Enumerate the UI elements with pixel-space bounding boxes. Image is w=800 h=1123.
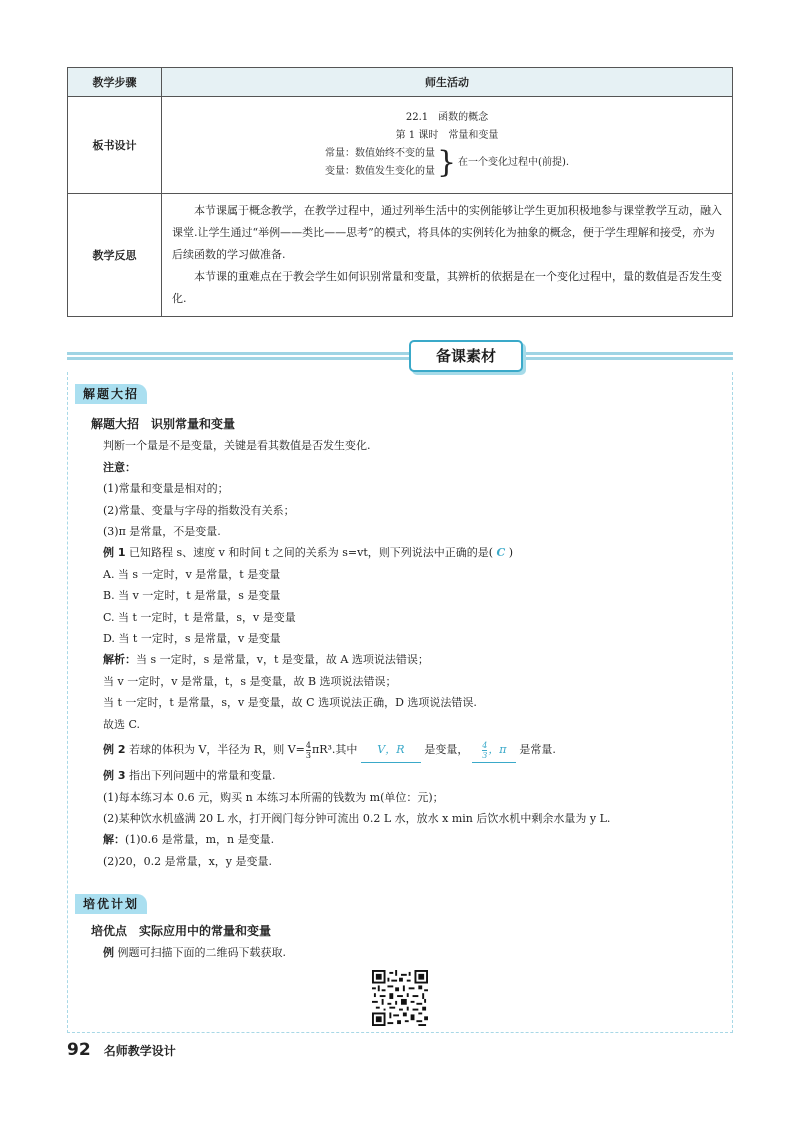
reflection-label: 教学反思 — [68, 194, 162, 317]
heading-application: 培优点 实际应用中的常量和变量 — [91, 924, 272, 938]
blank-constants — [472, 738, 516, 763]
example-1 — [103, 542, 723, 563]
header-stripe-bottom — [67, 357, 733, 360]
board-brace-row — [325, 145, 569, 181]
example-3 — [103, 765, 723, 786]
example-2-text-d: 是常量. — [519, 743, 556, 757]
brace-symbol: } — [436, 145, 457, 180]
example-1-close: ) — [508, 546, 514, 560]
tag-advanced-plan: 培优计划 — [75, 894, 147, 914]
fraction-four-thirds — [306, 741, 311, 760]
board-variable: 变量：数值发生变化的量 — [324, 166, 435, 177]
example-3-question-1: (1)每本练习本 0.6 元，购买 n 本练习本所需的钱数为 m(单位：元)； — [103, 790, 444, 804]
example-3-label: 例 3 — [103, 769, 126, 783]
option-a: A. 当 s 一定时，v 是常量，t 是变量 — [103, 567, 281, 581]
board-design-label: 板书设计 — [68, 97, 162, 194]
board-design-row — [68, 97, 733, 194]
answer-1-text: (1)0.6 是常量，m，n 是变量. — [125, 833, 275, 847]
example-1-text: 已知路程 s、速度 v 和时间 t 之间的关系为 s=vt，则下列说法中正确的是( — [128, 546, 494, 560]
note-3: (3)π 是常量，不是变量. — [103, 525, 221, 539]
note-label: 注意： — [103, 460, 136, 474]
table-header-row — [68, 68, 733, 97]
reflection-content — [162, 194, 733, 317]
fraction-denominator: 3 — [305, 750, 311, 760]
blank-pi: ，π — [488, 743, 507, 757]
book-title: 名师教学设计 — [103, 1044, 176, 1058]
material-title: 备课素材 — [409, 340, 523, 372]
tag-solving-tips: 解题大招 — [75, 384, 147, 404]
board-condition: 在一个变化过程中(前提). — [458, 157, 570, 168]
example-2-text-c: 是变量， — [424, 743, 469, 757]
example-4 — [103, 942, 723, 963]
reflection-paragraph-2: 本节课的重难点在于教会学生如何识别常量和变量，其辨析的依据是在一个变化过程中，量的数值是否发生变化. — [172, 270, 722, 305]
solution-label: 解析： — [103, 653, 136, 667]
advanced-plan-content — [91, 921, 723, 964]
example-2-label: 例 2 — [103, 743, 126, 757]
header-step: 教学步骤 — [68, 68, 162, 97]
example-2-text-b: πR³.其中 — [311, 743, 358, 757]
reflection-paragraph-1: 本节课属于概念教学，在教学过程中，通过列举生活中的实例能够让学生更加积极地参与课堂教学互动，融入课堂.让学生通过“举例——类比——思考”的模式，将具体的实例转化为抽象的概念，便于学生理解和接受，亦为后续函数的学习做准备. — [172, 204, 722, 261]
note-2: (2)常量、变量与字母的指数没有关系； — [103, 503, 295, 517]
example-4-text: 例题可扫描下面的二维码下载获取. — [117, 946, 286, 960]
heading-identify: 解题大招 识别常量和变量 — [91, 417, 236, 431]
solution-1-text: 当 s 一定时，s 是常量，v，t 是变量，故 A 选项说法错误； — [136, 653, 429, 667]
blank-fraction-numerator: 4 — [482, 740, 488, 750]
example-2-text-a: 若球的体积为 V，半径为 R，则 V= — [128, 743, 305, 757]
tip-line: 判断一个量是不是变量，关键是看其数值是否发生变化. — [103, 439, 371, 453]
board-inner — [325, 109, 569, 181]
header-activity: 师生活动 — [162, 68, 733, 97]
blank-fraction-denominator: 3 — [482, 750, 488, 760]
option-d: D. 当 t 一定时，s 是常量，v 是变量 — [103, 632, 281, 646]
example-1-answer: C — [496, 546, 506, 560]
blank-fraction — [482, 741, 487, 760]
example-4-label: 例 — [103, 946, 114, 960]
solution-3: 当 t 一定时，t 是常量，s，v 是变量，故 C 选项说法正确，D 选项说法错误. — [103, 696, 477, 710]
option-b: B. 当 v 一定时，t 是常量，s 是变量 — [103, 589, 281, 603]
material-header — [67, 340, 733, 370]
qr-code[interactable] — [372, 970, 428, 1026]
blank-variables: V，R — [361, 738, 421, 763]
board-subtitle: 第 1 课时 常量和变量 — [395, 130, 499, 141]
fraction-numerator: 4 — [305, 740, 311, 750]
board-definitions — [325, 145, 435, 181]
example-3-question-2: (2)某种饮水机盛满 20 L 水，打开阀门每分钟可流出 0.2 L 水，放水 x min 后饮水机中剩余水量为 y L. — [103, 811, 611, 825]
page-number: 92 — [67, 1040, 91, 1060]
example-2 — [103, 738, 723, 763]
page-footer — [67, 1040, 176, 1060]
note-1: (1)常量和变量是相对的； — [103, 482, 229, 496]
answer-label: 解： — [103, 833, 125, 847]
board-design-content — [162, 97, 733, 194]
answer-1 — [103, 829, 723, 850]
board-constant: 常量：数值始终不变的量 — [324, 148, 435, 159]
reflection-row — [68, 194, 733, 317]
option-c: C. 当 t 一定时，t 是常量，s，v 是变量 — [103, 610, 296, 624]
example-3-text: 指出下列问题中的常量和变量. — [128, 769, 276, 783]
header-stripe-top — [67, 352, 733, 355]
answer-2: (2)20，0.2 是常量，x，y 是变量. — [103, 854, 272, 868]
solution-4: 故选 C. — [103, 717, 141, 731]
example-1-label: 例 1 — [103, 546, 126, 560]
solution-2: 当 v 一定时，v 是常量，t，s 是变量，故 B 选项说法错误； — [103, 674, 397, 688]
board-title: 22.1 函数的概念 — [405, 112, 489, 123]
lesson-plan-table — [67, 67, 733, 317]
solution-1 — [103, 649, 723, 670]
solving-tips-content — [91, 414, 723, 872]
